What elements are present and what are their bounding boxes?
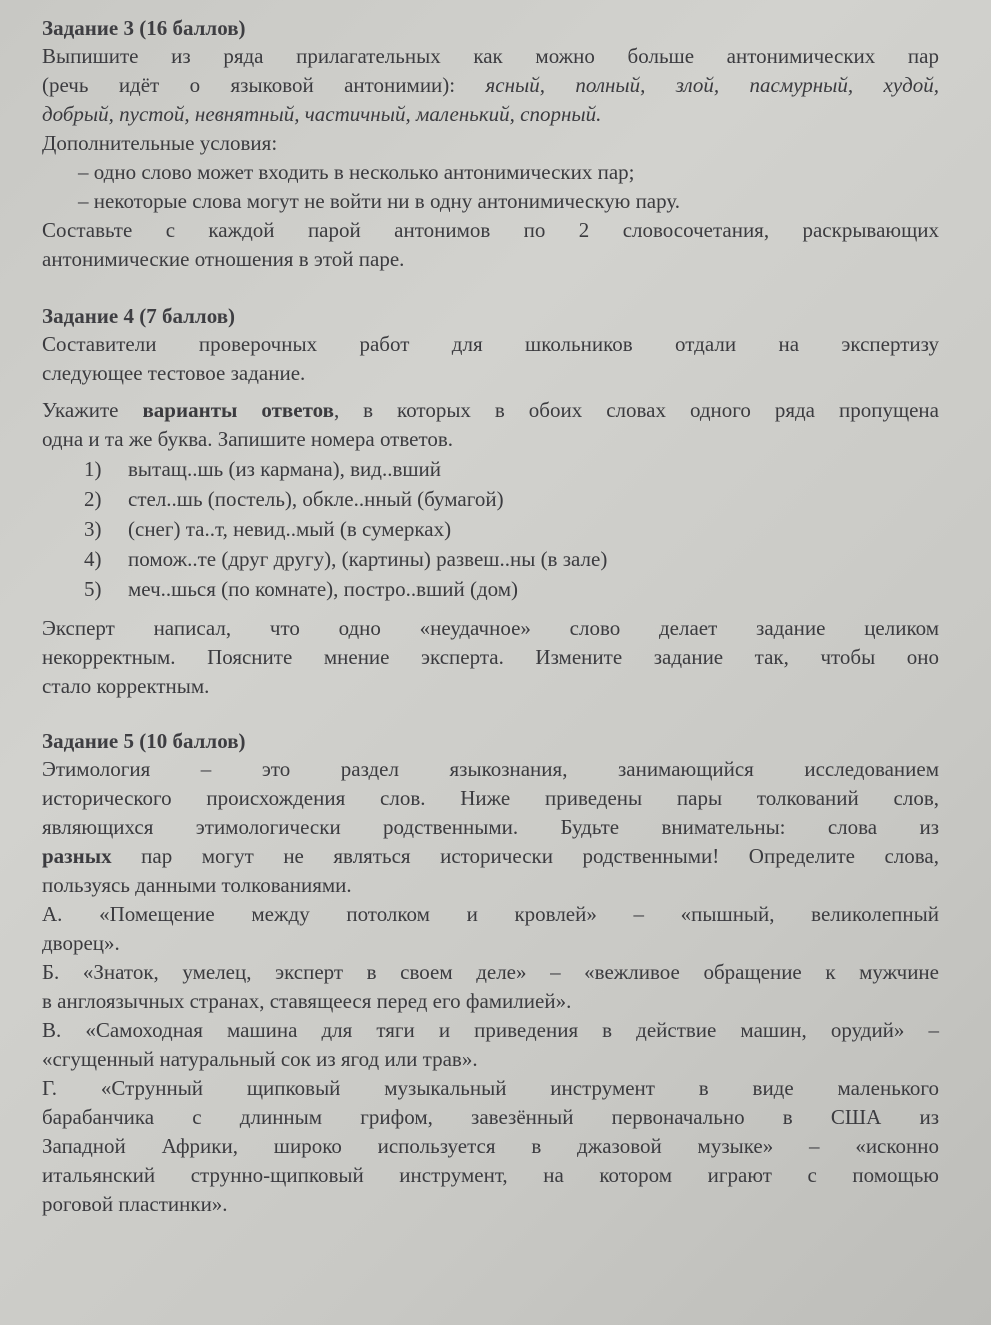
task-4-options-list — [42, 454, 939, 604]
task-4-option — [42, 454, 939, 484]
task-3-section — [42, 14, 939, 274]
task-5-item-a-line2: дворец». — [42, 931, 120, 955]
task-5-intro-line4 — [42, 842, 939, 871]
task-5-intro-line4-rest: пар могут не являться исторически родственными! Определите слова, — [111, 844, 939, 868]
task-5-heading: Задание 5 (10 баллов) — [42, 729, 246, 753]
task-5-item-a-line1: А. «Помещение между потолком и кровлей» – «пышный, великолепный — [42, 902, 939, 926]
task-5-item-b-line1: Б. «Знаток, умелец, эксперт в своем деле» – «вежливое обращение к мужчине — [42, 960, 939, 984]
task-5-item-b-line2: в англоязычных странах, ставящееся перед его фамилией». — [42, 989, 572, 1013]
task-5-section — [42, 727, 939, 1219]
task-4-expert-line3: стало корректным. — [42, 674, 210, 698]
task-5-item-v-line1: В. «Самоходная машина для тяги и приведения в действие машин, орудий» – — [42, 1018, 939, 1042]
task-4-instruction-suffix: , в которых в обоих словах одного ряда пропущена — [333, 398, 939, 422]
task-4-section — [42, 302, 939, 701]
option-number: 2) — [84, 487, 102, 511]
task-3-intro-line2 — [42, 71, 939, 100]
option-text: меч..шься (по комнате), постро..вший (дом) — [128, 577, 519, 601]
option-number: 5) — [84, 577, 102, 601]
task-5-intro-bold-word: разных — [42, 844, 112, 868]
task-4-instruction-line2: одна и та же буква. Запишите номера ответов. — [42, 427, 454, 451]
option-text: помож..те (друг другу), (картины) развеш..ны (в зале) — [128, 547, 608, 571]
task-3-condition-1: – одно слово может входить в несколько антонимических пар; — [78, 160, 635, 184]
task-4-option — [42, 484, 939, 514]
task-4-expert-line1: Эксперт написал, что одно «неудачное» слово делает задание целиком — [42, 616, 939, 640]
option-text: стел..шь (постель), обкле..нный (бумагой) — [128, 487, 504, 511]
task-5-item-g-line1: Г. «Струнный щипковый музыкальный инструмент в виде маленького — [42, 1076, 939, 1100]
task-3-condition-2: – некоторые слова могут не войти ни в одну антонимическую пару. — [78, 189, 680, 213]
task-5-item-g-line3: Западной Африки, широко используется в джазовой музыке» – «исконно — [42, 1134, 939, 1158]
task-5-item-v-line2: «сгущенный натуральный сок из ягод или трав». — [42, 1047, 478, 1071]
task-5-item-g-line4: итальянский струнно-щипковый инструмент, на котором играют с помощью — [42, 1163, 939, 1187]
option-text: вытащ..шь (из кармана), вид..вший — [128, 457, 442, 481]
task-4-instruction-bold: варианты ответов — [142, 398, 334, 422]
task-4-option — [42, 574, 939, 604]
option-text: (снег) та..т, невид..мый (в сумерках) — [128, 517, 452, 541]
option-number: 1) — [84, 457, 102, 481]
task-3-word-list-part1: ясный, полный, злой, пасмурный, худой, — [485, 73, 939, 97]
task-4-intro-line1: Составители проверочных работ для школьников отдали на экспертизу — [42, 332, 939, 356]
task-3-task-line2: антонимические отношения в этой паре. — [42, 247, 405, 271]
task-5-intro-line1: Этимология – это раздел языкознания, занимающийся исследованием — [42, 757, 939, 781]
task-4-instruction-prefix: Укажите — [42, 398, 119, 422]
task-5-intro-line5: пользуясь данными толкованиями. — [42, 873, 352, 897]
task-4-heading: Задание 4 (7 баллов) — [42, 304, 236, 328]
task-3-intro-prefix: (речь идёт о языковой антонимии): — [42, 73, 456, 97]
task-4-option — [42, 514, 939, 544]
option-number: 3) — [84, 517, 102, 541]
task-5-item-g-line5: роговой пластинки». — [42, 1192, 228, 1216]
task-4-intro-line2: следующее тестовое задание. — [42, 361, 306, 385]
task-3-heading: Задание 3 (16 баллов) — [42, 16, 246, 40]
task-3-conditions-title: Дополнительные условия: — [42, 131, 278, 155]
task-3-intro-line1: Выпишите из ряда прилагательных как можно больше антонимических пар — [42, 44, 939, 68]
task-5-item-g-line2: барабанчика с длинным грифом, завезённый первоначально в США из — [42, 1105, 939, 1129]
task-3-task-line1: Составьте с каждой парой антонимов по 2 словосочетания, раскрывающих — [42, 218, 939, 242]
task-5-intro-line2: исторического происхождения слов. Ниже приведены пары толкований слов, — [42, 786, 939, 810]
task-5-intro-line3: являющихся этимологически родственными. Будьте внимательны: слова из — [42, 815, 939, 839]
option-number: 4) — [84, 547, 102, 571]
task-3-word-list-part2: добрый, пустой, невнятный, частичный, маленький, спорный. — [42, 102, 602, 126]
task-4-option — [42, 544, 939, 574]
task-4-instruction-line1 — [42, 396, 939, 425]
task-4-expert-line2: некорректным. Поясните мнение эксперта. Измените задание так, чтобы оно — [42, 645, 939, 669]
